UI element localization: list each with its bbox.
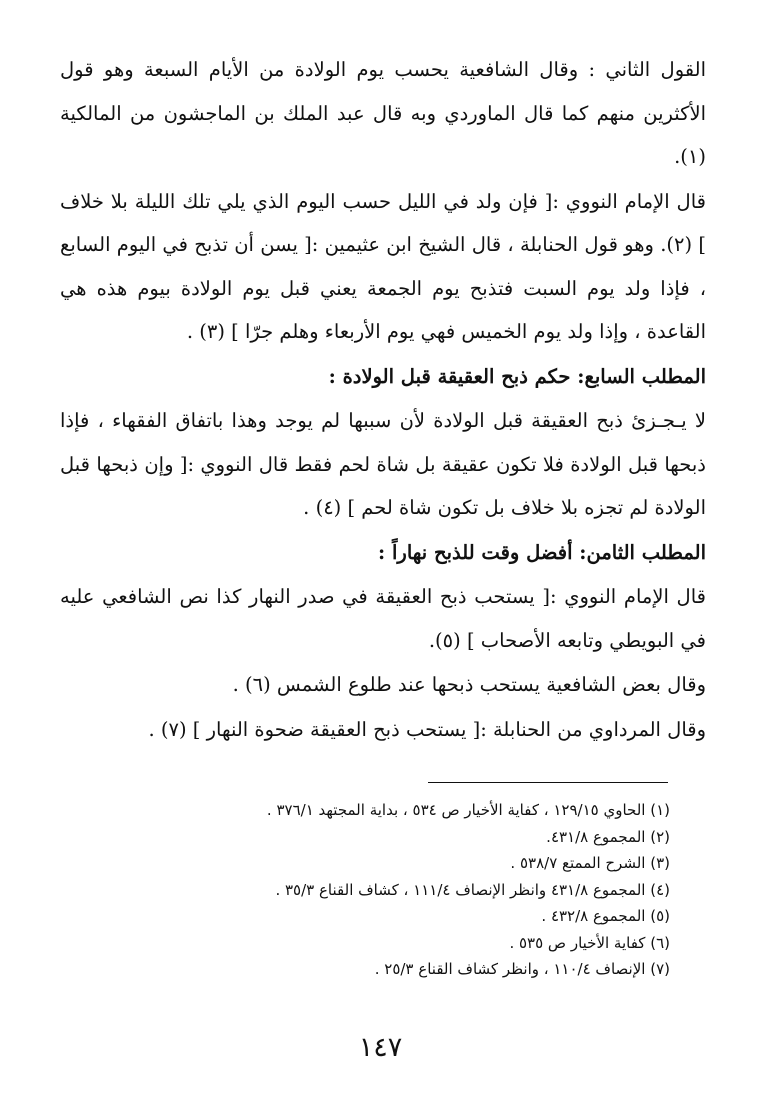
paragraph-3: لا يـجـزئ ذبح العقيقة قبل الولادة لأن سببها لم يوجد وهذا باتفاق الفقهاء ، فإذا ذبحها قبل الولادة فلا تكون عقيقة بل شاة لحم فقط قال النووي :[ وإن ذبحها قبل الولادة لم تجزه بلا خلاف بل تكون شاة لحم ] (٤) . <box>60 409 706 519</box>
section-heading-8: المطلب الثامن: أفضل وقت للذبح نهاراً : <box>378 540 706 564</box>
paragraph-5: وقال بعض الشافعية يستحب ذبحها عند طلوع الشمس (٦) . <box>232 673 706 696</box>
footnote-1: (١) الحاوي ١٢٩/١٥ ، كفاية الأخيار ص ٥٣٤ ، بداية المجتهد ٣٧٦/١ . <box>266 801 670 819</box>
paragraph-1: القول الثاني : وقال الشافعية يحسب يوم الولادة من الأيام السبعة وهو قول الأكثرين منهم كما قال الماوردي وبه قال عبد الملك بن الماجشون من المالكية (١). <box>60 58 706 168</box>
footnote-3: (٣) الشرح الممتع ٥٣٨/٧ . <box>510 854 670 872</box>
footnote-2: (٢) المجموع ٤٣١/٨. <box>546 827 670 846</box>
paragraph-2: قال الإمام النووي :[ فإن ولد في الليل حسب اليوم الذي يلي تلك الليلة بلا خلاف ] (٢). وهو قول الحنابلة ، قال الشيخ ابن عثيمين :[ يسن أن تذبح في اليوم السابع ، فإذا ولد يوم السبت فتذبح يوم الجمعة يعني قبل يوم الولادة بيوم هذه هي القاعدة ، وإذا ولد يوم الخميس فهي يوم الأربعاء وهلم جرّا ] (٣) . <box>60 189 706 343</box>
footnote-divider <box>428 782 668 783</box>
section-heading-7: المطلب السابع: حكم ذبح العقيقة قبل الولادة : <box>328 364 706 388</box>
footnote-4: (٤) المجموع ٤٣١/٨ وانظر الإنصاف ١١١/٤ ، كشاف القناع ٣٥/٣ . <box>275 880 670 899</box>
footnotes-list <box>180 797 670 983</box>
footnote-6: (٦) كفاية الأخيار ص ٥٣٥ . <box>509 933 670 952</box>
footnote-5: (٥) المجموع ٤٣٢/٨ . <box>541 907 670 925</box>
page-number: ١٤٧ <box>358 1032 403 1063</box>
footnote-7: (٧) الإنصاف ١١٠/٤ ، وانظر كشاف القناع ٢٥/٣ . <box>374 960 670 978</box>
main-text <box>60 48 706 751</box>
paragraph-6: وقال المرداوي من الحنابلة :[ يستحب ذبح العقيقة ضحوة النهار ] (٧) . <box>148 717 706 741</box>
paragraph-4: قال الإمام النووي :[ يستحب ذبح العقيقة في صدر النهار كذا نص الشافعي عليه في البويطي وتابعه الأصحاب ] (٥). <box>60 585 706 652</box>
